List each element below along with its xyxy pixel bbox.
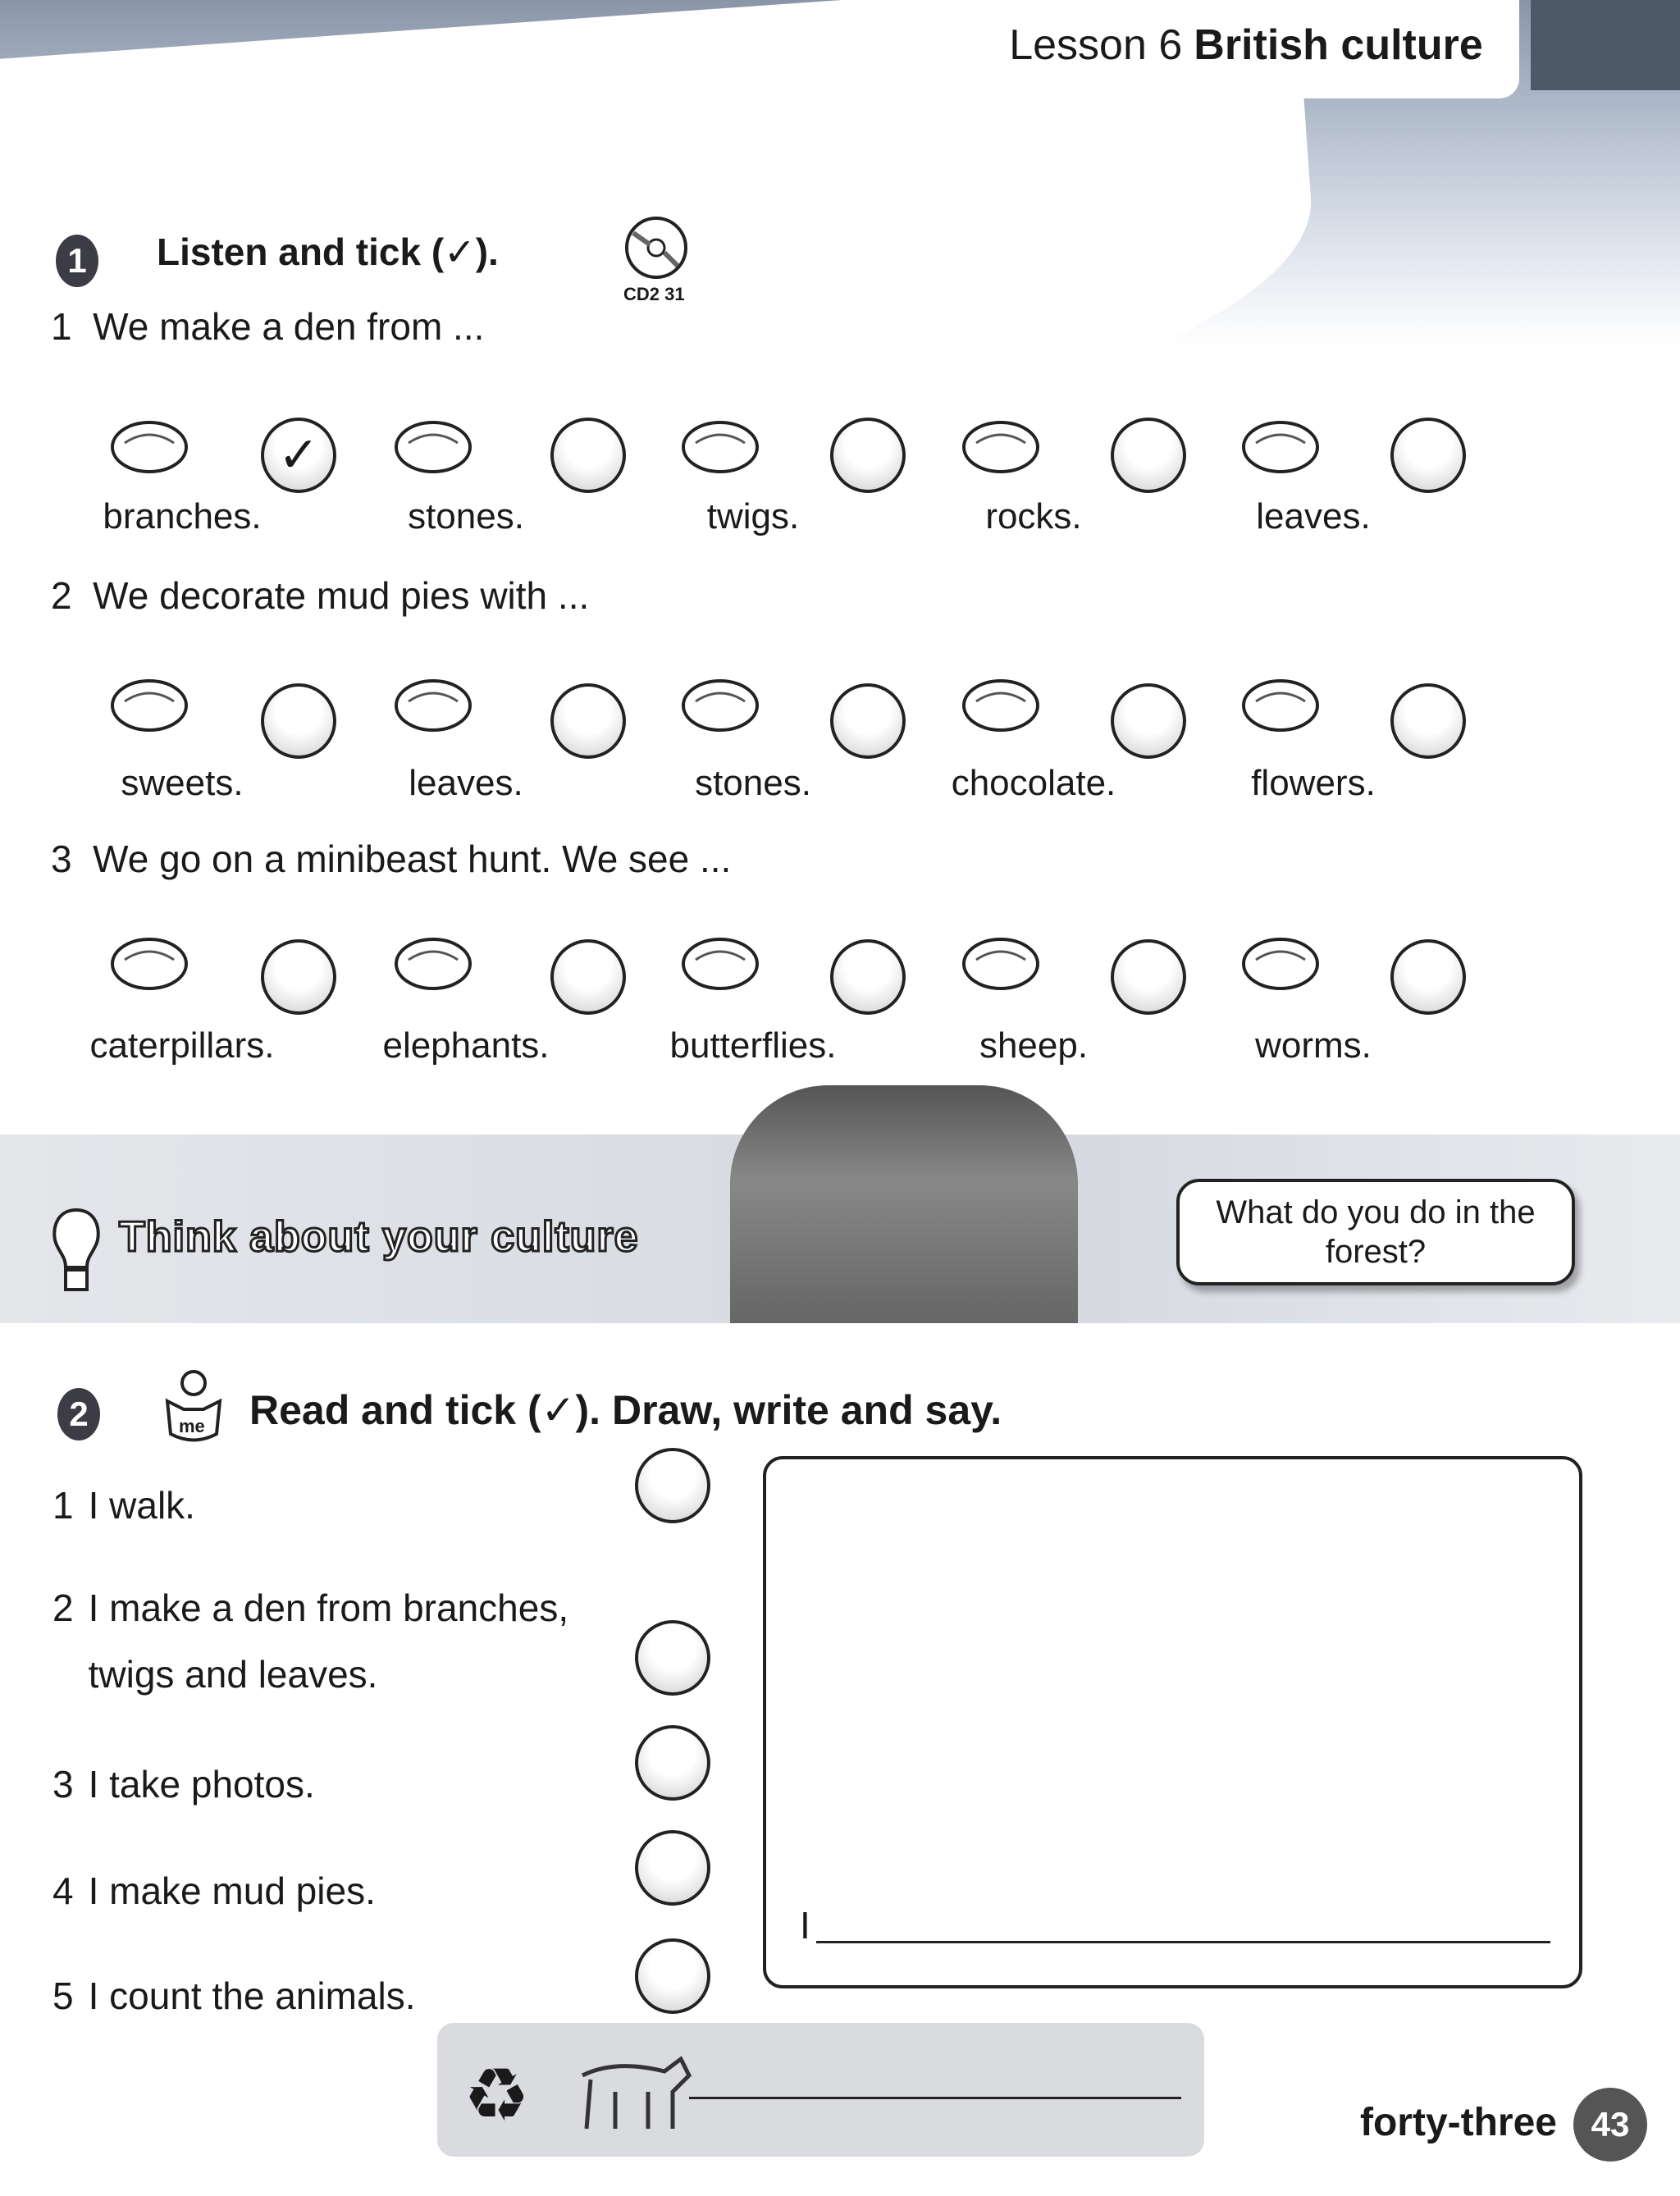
option-picture-icon — [1231, 652, 1379, 759]
section-2-badge: 2 — [57, 1388, 100, 1440]
cd-track-label: CD2 31 — [623, 284, 685, 304]
drawing-box[interactable] — [763, 1456, 1582, 1988]
option-label: leaves. — [1256, 496, 1371, 536]
question-3 — [51, 837, 731, 881]
think-title: Think about your culture — [119, 1213, 639, 1261]
me-icon — [161, 1368, 226, 1450]
page-number: 43 — [1573, 2088, 1647, 2162]
page-word: forty-three — [1359, 2101, 1557, 2144]
section-1-title: Listen and tick (✓). — [157, 231, 499, 273]
option-picture-icon — [671, 394, 819, 500]
option-label: elephants. — [382, 1025, 550, 1066]
tick-box[interactable] — [261, 418, 336, 493]
tick-box[interactable] — [550, 418, 626, 493]
statement-2 — [52, 1575, 627, 1707]
option-picture-icon — [384, 652, 532, 759]
statement-text: I count the animals. — [88, 1975, 416, 2017]
question-2 — [51, 573, 589, 618]
tick-box[interactable] — [1390, 683, 1466, 759]
statement-4 — [52, 1858, 627, 1924]
option-label: chocolate. — [951, 763, 1116, 803]
children-photo — [730, 1085, 1078, 1323]
question-number: 1 — [51, 305, 72, 348]
tick-box[interactable] — [1111, 939, 1186, 1015]
cd-icon — [623, 215, 689, 281]
question-text: We make a den from ... — [93, 305, 485, 348]
statement-number: 1 — [52, 1484, 74, 1527]
option-label: caterpillars. — [89, 1025, 275, 1066]
question-text: We decorate mud pies with ... — [93, 574, 590, 617]
speech-bubble-text: What do you do in the forest? — [1216, 1194, 1536, 1270]
question-number: 2 — [51, 574, 72, 617]
union-flag-icon — [1531, 0, 1680, 90]
section-2-title: Read and tick (✓). Draw, write and say. — [249, 1387, 1002, 1433]
tick-box[interactable] — [550, 939, 626, 1015]
statement-text: I take photos. — [88, 1763, 315, 1806]
tick-box[interactable] — [635, 1725, 710, 1801]
tick-box[interactable] — [830, 939, 906, 1015]
statement-1 — [52, 1472, 627, 1539]
tick-box[interactable] — [1390, 939, 1466, 1015]
statement-text: I make a den from branches, twigs and leaves. — [88, 1587, 569, 1696]
option-label: flowers. — [1251, 763, 1376, 803]
bottom-write-line[interactable] — [689, 2097, 1181, 2099]
option-label: rocks. — [985, 496, 1082, 536]
option-picture-icon — [100, 652, 248, 759]
statement-number: 3 — [52, 1763, 74, 1806]
sentence-start: I — [800, 1904, 810, 1947]
statement-5 — [52, 1963, 627, 2029]
option-label: sweets. — [121, 763, 244, 803]
statement-3 — [52, 1751, 627, 1818]
option-label: sheep. — [979, 1025, 1089, 1066]
option-picture-icon — [100, 394, 248, 500]
tick-box[interactable] — [635, 1448, 710, 1523]
question-1 — [51, 304, 484, 349]
tick-box[interactable] — [1111, 683, 1186, 759]
option-label: stones. — [695, 763, 811, 803]
tick-box[interactable] — [1390, 418, 1466, 493]
option-label: leaves. — [409, 763, 523, 803]
statement-number: 2 — [52, 1587, 74, 1629]
option-picture-icon — [384, 394, 532, 500]
speech-bubble — [1176, 1179, 1575, 1285]
option-picture-icon — [671, 652, 819, 759]
option-picture-icon — [384, 911, 532, 1017]
option-picture-icon — [1231, 911, 1379, 1017]
option-picture-icon — [952, 394, 1099, 500]
question-text: We go on a minibeast hunt. We see ... — [93, 838, 732, 880]
tick-mark-icon: ✓ — [277, 427, 320, 482]
option-picture-icon — [952, 652, 1099, 759]
recycle-icon: ♻ — [463, 2055, 530, 2137]
option-label: stones. — [408, 496, 524, 536]
section-1-badge: 1 — [56, 235, 98, 287]
option-picture-icon — [1231, 394, 1379, 500]
lightbulb-icon — [48, 1206, 105, 1296]
lesson-header — [973, 0, 1519, 98]
option-label: worms. — [1255, 1025, 1372, 1066]
statement-number: 5 — [52, 1975, 74, 2017]
tiger-icon — [566, 2043, 697, 2137]
option-label: branches. — [103, 496, 262, 536]
option-picture-icon — [100, 911, 248, 1017]
option-label: butterflies. — [669, 1025, 837, 1066]
option-label: twigs. — [706, 496, 800, 536]
tick-box[interactable] — [635, 1938, 710, 2014]
bottom-bar — [437, 2023, 1204, 2157]
tick-box[interactable] — [635, 1620, 710, 1696]
tick-box[interactable] — [550, 683, 626, 759]
lesson-number: Lesson 6 — [1009, 21, 1183, 69]
question-number: 3 — [51, 838, 72, 880]
statement-number: 4 — [52, 1870, 74, 1912]
tick-box[interactable] — [1111, 418, 1186, 493]
tick-box[interactable] — [830, 683, 906, 759]
option-picture-icon — [671, 911, 819, 1017]
tick-box[interactable] — [830, 418, 906, 493]
tick-box[interactable] — [261, 939, 336, 1015]
statement-text: I make mud pies. — [88, 1870, 376, 1912]
me-label: me — [179, 1416, 205, 1436]
tick-box[interactable] — [635, 1830, 710, 1906]
option-picture-icon — [952, 911, 1099, 1017]
tick-box[interactable] — [261, 683, 336, 759]
lesson-topic: British culture — [1194, 21, 1483, 69]
statement-text: I walk. — [88, 1484, 195, 1527]
write-line[interactable] — [816, 1941, 1550, 1943]
